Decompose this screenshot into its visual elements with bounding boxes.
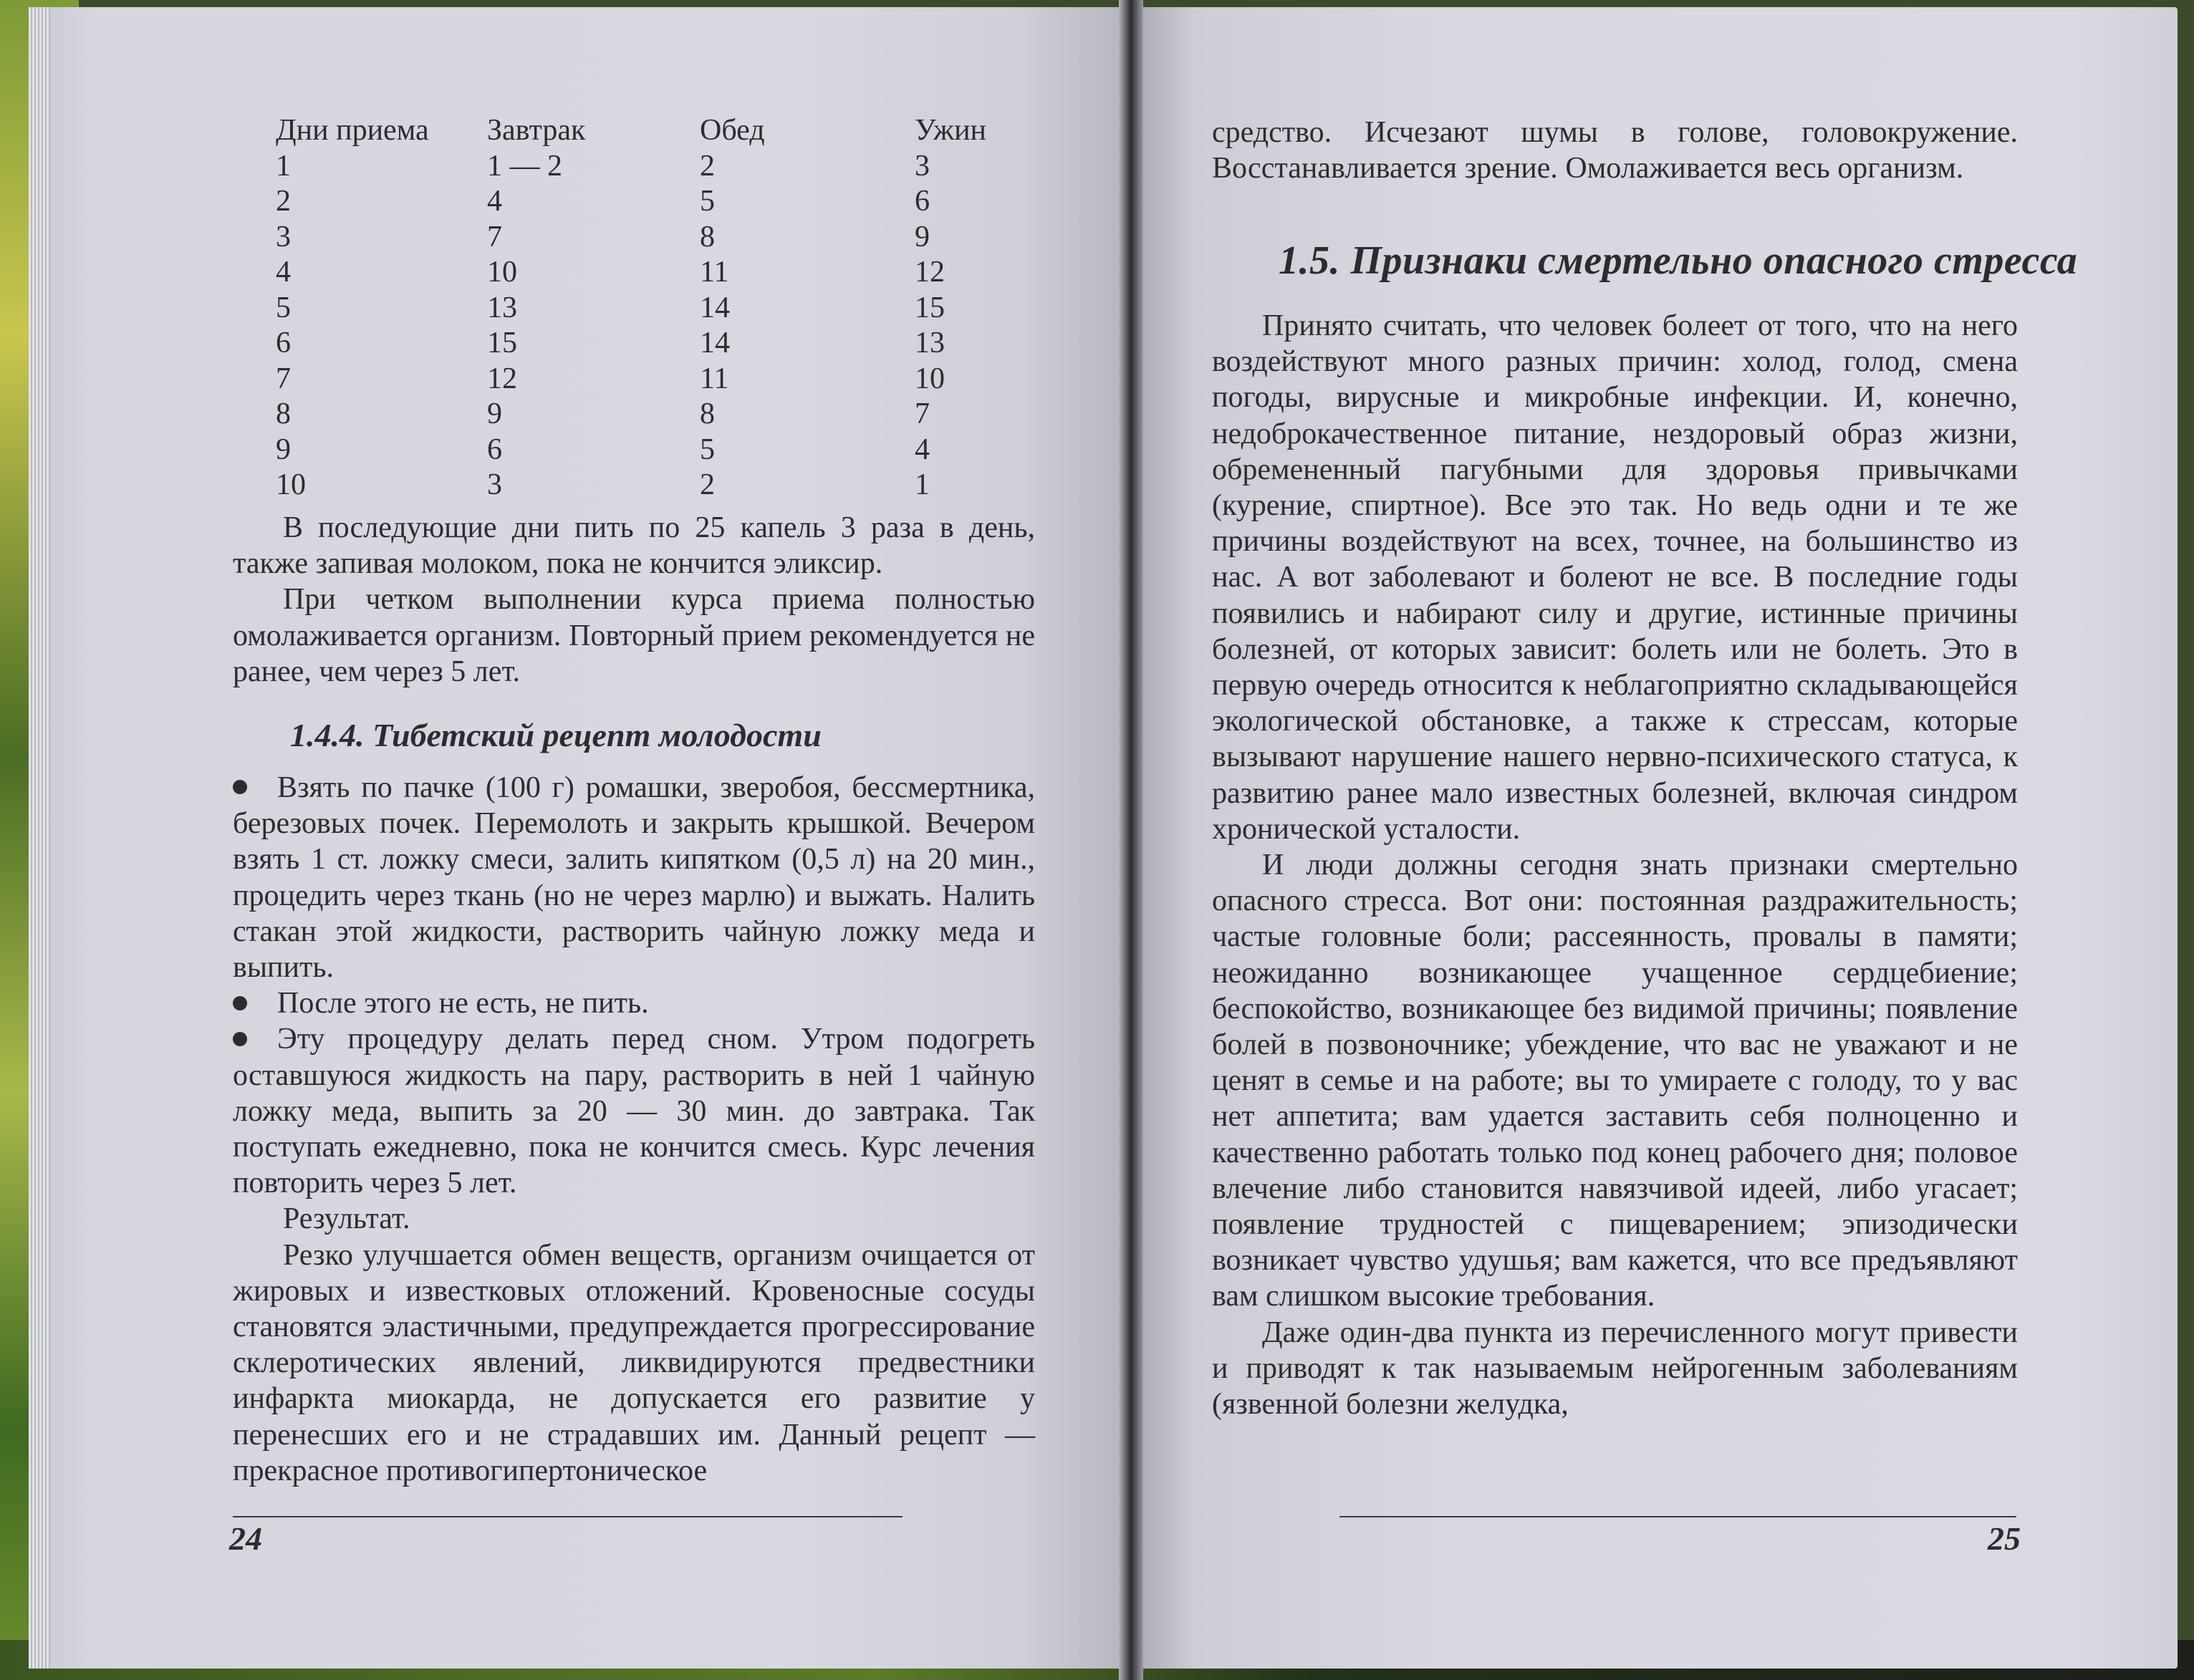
- list-item-text: После этого не есть, не пить.: [277, 987, 649, 1020]
- table-cell: 3: [915, 149, 930, 183]
- table-cell: 12: [487, 362, 517, 395]
- list-item: [233, 1021, 1035, 1201]
- table-row: [276, 468, 1058, 503]
- chapter-heading: 1.5. Признаки смертельно опасного стресса: [1279, 238, 2078, 283]
- book-gutter: [1119, 0, 1143, 1680]
- table-cell: 6: [915, 185, 930, 218]
- table-row: [276, 291, 1058, 327]
- table-cell: 14: [700, 291, 730, 324]
- table-cell: 8: [276, 397, 291, 430]
- table-cell: 10: [276, 468, 306, 501]
- table-cell: 15: [915, 291, 945, 324]
- dosage-table: [276, 113, 1058, 503]
- footer-rule: [1339, 1516, 2016, 1517]
- table-cell: 9: [487, 397, 502, 430]
- result-paragraph: Резко улучшается обмен веществ, организм очищается от жировых и известковых отложений. Кровеносные сосуды становятся эластичными, предупреждается прогрессирование склеротических явлений, ликвидируются предвестники инфаркта миокарда, не допускается его развитие у перенесших его и не страдавших им. Данный рецепт — прекрасное противогипертоническое: [233, 1238, 1035, 1487]
- table-header: Ужин: [915, 114, 987, 147]
- bullet-icon: [233, 1032, 247, 1046]
- table-row: [276, 433, 1058, 468]
- section-heading: 1.4.4. Тибетский рецепт молодости: [290, 717, 822, 753]
- table-cell: 9: [915, 220, 930, 254]
- result-label: Результат.: [283, 1202, 410, 1236]
- table-header: Завтрак: [487, 114, 586, 147]
- table-cell: 2: [700, 468, 715, 501]
- right-paragraphs: [1212, 308, 2018, 1422]
- table-cell: 8: [700, 220, 715, 254]
- table-cell: 5: [700, 185, 715, 218]
- table-row: [276, 149, 1058, 185]
- table-cell: 4: [276, 256, 291, 289]
- table-row: [276, 326, 1058, 362]
- right-continuation: [1212, 115, 2018, 186]
- table-row: [276, 220, 1058, 256]
- table-cell: 2: [700, 149, 715, 183]
- table-cell: 9: [276, 433, 291, 466]
- paragraph: Даже один-два пункта из перечисленного могут привести и приводят к так называемым нейрогенным заболеваниям (язвенной болезни желудка,: [1212, 1315, 2018, 1421]
- table-cell: 14: [700, 327, 730, 359]
- table-cell: 3: [487, 468, 502, 501]
- page-number-left: 24: [229, 1520, 262, 1557]
- table-cell: 12: [915, 256, 945, 289]
- table-cell: 7: [915, 397, 930, 430]
- paragraph: В последующие дни пить по 25 капель 3 раза в день, также запивая молоком, пока не кончится эликсир.: [233, 511, 1035, 581]
- table-cell: 3: [276, 220, 291, 254]
- table-row: [276, 362, 1058, 397]
- paragraph: средство. Исчезают шумы в голове, головокружение. Восстанавливается зрение. Омолаживается весь организм.: [1212, 116, 2018, 185]
- table-cell: 6: [276, 327, 291, 359]
- table-cell: 11: [700, 256, 729, 289]
- table-cell: 1: [276, 149, 291, 183]
- table-cell: 15: [487, 327, 517, 359]
- table-cell: 13: [915, 327, 945, 359]
- table-cell: 8: [700, 397, 715, 430]
- table-cell: 5: [700, 433, 715, 466]
- table-cell: 10: [487, 256, 517, 289]
- table-cell: 6: [487, 433, 502, 466]
- table-row: [276, 184, 1058, 220]
- footer-rule: [233, 1516, 903, 1517]
- table-cell: 7: [487, 220, 502, 254]
- table-cell: 4: [915, 433, 930, 466]
- list-item-text: Эту процедуру делать перед сном. Утром подогреть оставшуюся жидкость на пару, растворить в ней 1 чайную ложку меда, выпить за 20 — 30 мин. до завтрака. Так поступать ежедневно, пока не кончится смесь. Курс лечения повторить через 5 лет.: [233, 1023, 1035, 1200]
- table-header-row: [276, 113, 1058, 149]
- table-row: [276, 397, 1058, 433]
- table-cell: 7: [276, 362, 291, 395]
- table-row: [276, 255, 1058, 291]
- table-cell: 5: [276, 291, 291, 324]
- table-cell: 1 — 2: [487, 149, 562, 183]
- table-cell: 4: [487, 185, 502, 218]
- table-cell: 1: [915, 468, 930, 501]
- list-item: [233, 770, 1035, 985]
- table-header: Обед: [700, 114, 765, 147]
- list-item-text: Взять по пачке (100 г) ромашки, зверобоя, бессмертника, березовых почек. Перемолоть и закрыть крышкой. Вечером взять 1 ст. ложку смеси, залить кипятком (0,5 л) на 20 мин., процедить через ткань (но не через марлю) и выжать. Налить стакан этой жидкости, растворить чайную ложку меда и выпить.: [233, 771, 1035, 985]
- table-cell: 13: [487, 291, 517, 324]
- page-edges: [29, 7, 50, 1669]
- bullet-icon: [233, 996, 247, 1010]
- bullet-list: [233, 770, 1035, 1489]
- paragraph: При четком выполнении курса приема полностью омолаживается организм. Повторный прием рекомендуется не ранее, чем через 5 лет.: [233, 583, 1035, 688]
- page-number-right: 25: [1988, 1520, 2021, 1557]
- paragraph: И люди должны сегодня знать признаки смертельно опасного стресса. Вот они: постоянная раздражительность; частые головные боли; рассеянность, провалы в памяти; неожиданно возникающее учащенное сердцебиение; беспокойство, возникающее без видимой причины; появление болей в позвоночнике; убеждение, что вас не уважают и не ценят в семье и на работе; вы то умираете с голоду, то у вас нет аппетита; вам удается заставить себя полноценно и качественно работать только под конец рабочего дня; половое влечение либо становится навязчивой идеей, либо угасает; появление трудностей с пищеварением; эпизодически возникает чувство удушья; вам кажется, что все предъявляют вам слишком высокие требования.: [1212, 849, 2018, 1313]
- bullet-icon: [233, 780, 247, 794]
- left-paragraphs: [233, 510, 1035, 690]
- table-cell: 10: [915, 362, 945, 395]
- table-cell: 2: [276, 185, 291, 218]
- table-header: Дни приема: [276, 114, 429, 147]
- paragraph: Принято считать, что человек болеет от того, что на него воздействуют много разных причин: холод, голод, смена погоды, вирусные и микробные инфекции. И, конечно, недоброкачественное питание, нездоровый образ жизни, обремененный пагубными для здоровья привычками (курение, спиртное). Все это так. Но ведь одни и те же причины воздействуют на всех, точнее, на большинство из нас. А вот заболевают и болеют не все. В последние годы появились и набирают силу и другие, истинные причины болезней, от которых зависит: болеть или не болеть. Это в первую очередь относится к неблагоприятно складывающейся экологической обстановке, а также к стрессам, которые вызывают нарушение нашего нервно-психического статуса, к развитию ранее мало известных болезней, включая синдром хронической усталости.: [1212, 309, 2018, 846]
- table-cell: 11: [700, 362, 729, 395]
- list-item: [233, 985, 1035, 1021]
